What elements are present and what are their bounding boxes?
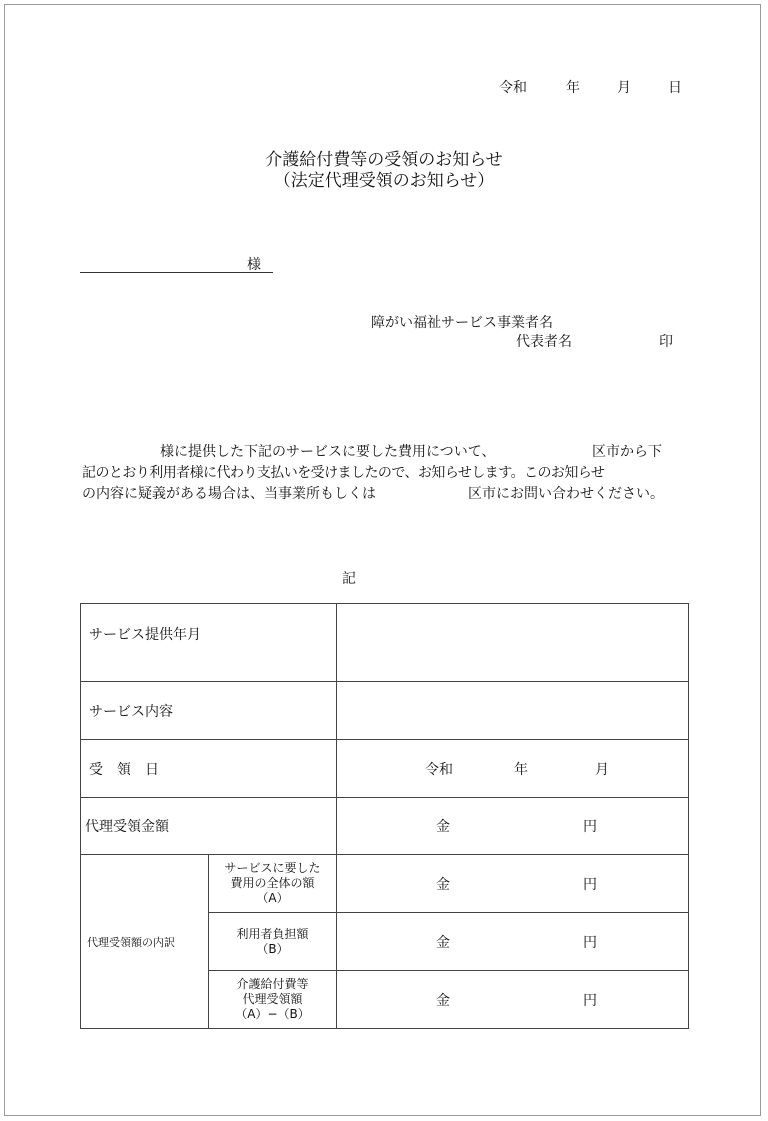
body-line1-a: 様に提供した下記のサービスに要した費用について、: [160, 444, 496, 460]
breakdown-a-line1: サービスに要した: [224, 861, 321, 875]
representative-label: 代表者名: [516, 334, 572, 350]
body-line2: 記のとおり利用者様に代わり支払いを受けましたので、お知らせします。このお知らせ: [82, 465, 605, 481]
receipt-date-month: 月: [595, 761, 609, 778]
breakdown-ab-kin: 金: [436, 992, 450, 1009]
breakdown-ab-line2: 代理受領額: [242, 992, 303, 1006]
date-month: 月: [617, 80, 631, 96]
breakdown-a-value: [337, 855, 689, 913]
breakdown-b-label: [209, 913, 337, 971]
service-content-value: [337, 682, 689, 740]
breakdown-ab-label: [209, 971, 337, 1029]
breakdown-a-yen: 円: [583, 876, 597, 893]
addressee-honorific: 様: [247, 257, 261, 273]
document-subtitle: （法定代理受領のお知らせ）: [273, 171, 495, 191]
table-row: [81, 740, 689, 798]
breakdown-b-kin: 金: [436, 934, 450, 951]
proxy-amount-value: [337, 798, 689, 855]
breakdown-ab-value: [337, 971, 689, 1029]
breakdown-label: 代理受領額の内訳: [81, 855, 209, 1029]
breakdown-b-yen: 円: [583, 934, 597, 951]
breakdown-a-kin: 金: [436, 876, 450, 893]
body-line3-b: 区市にお問い合わせください。: [468, 486, 664, 502]
proxy-amount-yen: 円: [583, 819, 597, 835]
proxy-amount-label: 代理受領金額: [81, 798, 337, 855]
ki-heading: 記: [342, 571, 356, 587]
date-year: 年: [566, 80, 580, 96]
seal-mark: 印: [659, 334, 673, 350]
proxy-amount-kin: 金: [436, 819, 450, 835]
breakdown-ab-yen: 円: [583, 992, 597, 1009]
body-line1-b: 区市から下: [592, 444, 662, 460]
date-day: 日: [668, 80, 682, 96]
table-row: [81, 604, 689, 682]
breakdown-a-line3: （A）: [256, 891, 289, 905]
breakdown-ab-line1: 介護給付費等: [236, 977, 309, 991]
provider-name-label: 障がい福祉サービス事業者名: [371, 315, 553, 331]
document-title: 介護給付費等の受領のお知らせ: [265, 150, 503, 170]
table-row: [81, 682, 689, 740]
receipt-table: [80, 603, 689, 1029]
breakdown-b-value: [337, 913, 689, 971]
receipt-date-year: 年: [514, 761, 528, 778]
breakdown-a-label: [209, 855, 337, 913]
receipt-date-label: 受 領 日: [81, 740, 337, 798]
breakdown-b-line2: （B）: [256, 941, 289, 956]
table-row: [81, 855, 689, 913]
service-period-value: [337, 604, 689, 682]
receipt-date-value: [337, 740, 689, 798]
table-row: [81, 798, 689, 855]
receipt-date-era: 令和: [425, 761, 453, 778]
breakdown-b-line1: 利用者負担額: [236, 926, 309, 941]
addressee-line: [80, 254, 273, 273]
breakdown-a-line2: 費用の全体の額: [230, 876, 315, 890]
breakdown-ab-line3: （A）−（B）: [235, 1007, 310, 1021]
service-content-label: サービス内容: [81, 682, 337, 740]
body-line3-a: の内容に疑義がある場合は、当事業所もしくは: [82, 486, 376, 502]
service-period-label: サービス提供年月: [81, 604, 337, 682]
date-era: 令和: [499, 80, 527, 96]
